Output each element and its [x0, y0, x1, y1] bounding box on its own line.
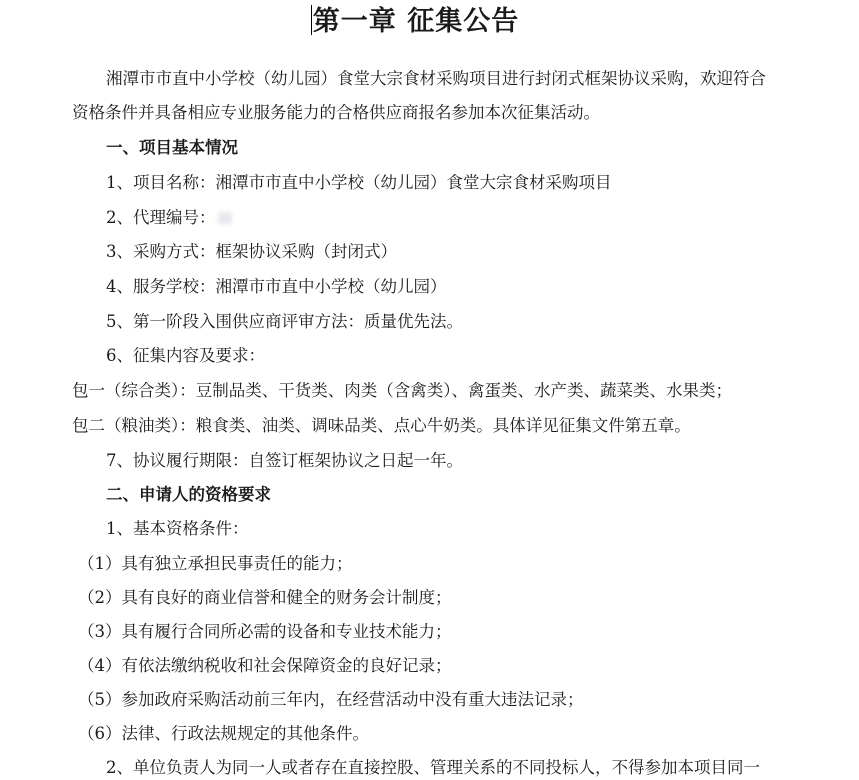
- intro-paragraph-line-2: 资格条件并具备相应专业服务能力的合格供应商报名参加本次征集活动。: [72, 103, 600, 122]
- service-school-item: 4、服务学校：湘潭市市直中小学校（幼儿园）: [106, 277, 447, 296]
- project-name-item: 1、项目名称：湘潭市市直中小学校（幼儿园）食堂大宗食材采购项目: [106, 173, 612, 192]
- qualification-4: （4）有依法缴纳税收和社会保障资金的良好记录；: [78, 656, 452, 675]
- performance-period-item: 7、协议履行期限：自签订框架协议之日起一年。: [106, 451, 463, 470]
- section-heading-project-info: 一、项目基本情况: [106, 138, 238, 157]
- qualification-5: （5）参加政府采购活动前三年内，在经营活动中没有重大违法记录；: [78, 690, 584, 709]
- same-responsible-person-item: 2、单位负责人为同一人或者存在直接控股、管理关系的不同投标人，不得参加本项目同一: [106, 758, 760, 777]
- package-two-line: 包二（粮油类）：粮食类、油类、调味品类、点心牛奶类。具体详见征集文件第五章。: [72, 416, 691, 435]
- qualification-2: （2）具有良好的商业信誉和健全的财务会计制度；: [78, 588, 452, 607]
- procurement-method-item: 3、采购方式：框架协议采购（封闭式）: [106, 242, 397, 261]
- agency-code-item: [106, 206, 232, 230]
- content-requirements-item: 6、征集内容及要求：: [106, 346, 265, 365]
- text-cursor: [311, 5, 312, 35]
- qualification-1: （1）具有独立承担民事责任的能力；: [78, 554, 353, 573]
- section-heading-qualifications: 二、申请人的资格要求: [106, 485, 271, 504]
- basic-qualification-item: 1、基本资格条件：: [106, 519, 249, 538]
- evaluation-method-item: 5、第一阶段入围供应商评审方法：质量优先法。: [106, 312, 463, 331]
- qualification-6: （6）法律、行政法规规定的其他条件。: [78, 724, 369, 743]
- redacted-code: [218, 212, 232, 224]
- chapter-title: 第一章 征集公告: [312, 6, 520, 37]
- package-one-line: 包一（综合类）：豆制品类、干货类、肉类（含禽类）、禽蛋类、水产类、蔬菜类、水果类；: [72, 381, 732, 400]
- agency-code-label: 2、代理编号：: [106, 208, 216, 227]
- intro-paragraph-line-1: 湘潭市市直中小学校（幼儿园）食堂大宗食材采购项目进行封闭式框架协议采购，欢迎符合: [106, 69, 766, 88]
- qualification-3: （3）具有履行合同所必需的设备和专业技术能力；: [78, 622, 452, 641]
